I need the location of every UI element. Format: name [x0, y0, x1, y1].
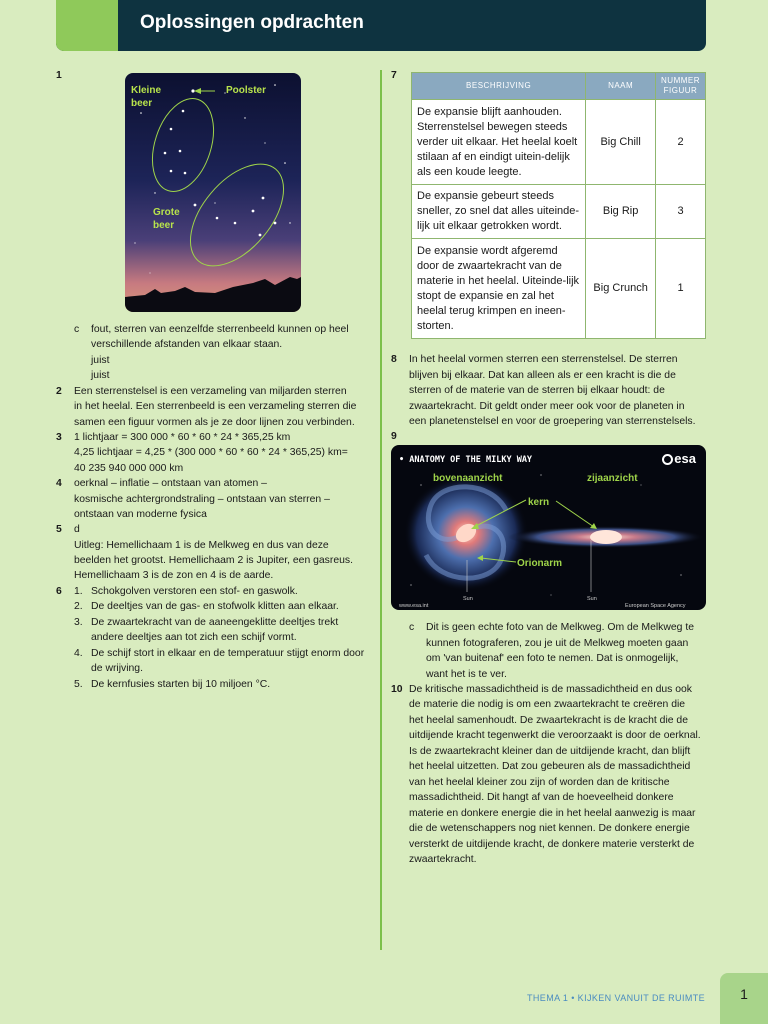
table-row: [412, 185, 706, 239]
table-cell: De expansie blijft aanhouden. Sterrenstelsel bewegen steeds verder uit elkaar. Het heelal koelt stilaan af en eindigt uitein-delijk als een koude leegte.: [412, 100, 586, 185]
question-number: 3: [56, 432, 62, 443]
label-grote-beer: Grote beer: [153, 207, 180, 231]
esa-logo: esa: [662, 451, 696, 466]
answer-text: om 'van buitenaf' een foto te nemen. Dat is onmogelijk,: [426, 653, 679, 664]
answer-text: zwaartekracht. Dit geldt onder meer ook voor de planeten in: [409, 401, 685, 412]
answer-text: Dit is geen echte foto van de Melkweg. Om de Melkweg te: [426, 622, 694, 633]
table-cell: 3: [656, 185, 706, 239]
question-number: 7: [391, 70, 397, 81]
table-cell: Big Chill: [586, 100, 656, 185]
answer-text: samen een figuur vormen als je ze door lijnen zou verbinden.: [74, 417, 355, 428]
question-number: 10: [391, 684, 403, 695]
answer-1c-label: c: [74, 324, 80, 335]
answer-text: het heelal uitzetten. Dat zou gebeuren als de massadichtheid: [409, 761, 691, 772]
answer-text: die de wetenschappers nog niet kennen. De donkere energie: [409, 823, 690, 834]
table-cell: De expansie gebeurt steeds sneller, zo snel dat alles uiteinde-lijk uit elkaar getrokken wordt.: [412, 185, 586, 239]
label-kleine-beer: Kleine beer: [131, 85, 162, 109]
answer-text: fout, sterren van eenzelfde sterrenbeeld kunnen op heel: [91, 324, 349, 335]
answer-text: Uitleg: Hemellichaam 1 is de Melkweg en dus van deze: [74, 540, 329, 551]
answer-text: verschillende afstanden van elkaar staan.: [91, 339, 283, 350]
table-header-row: [412, 73, 706, 100]
answer-text: juist: [91, 370, 110, 381]
question-number: 5: [56, 524, 62, 535]
list-item: andere deeltjes aan tot zich een schijf vormt.: [91, 632, 297, 643]
ending-scenarios-table: [411, 72, 706, 339]
answer-text: van het heelal kleiner zou zijn of worden dan de kritische: [409, 777, 670, 788]
answer-text: oerknal – inflatie – ontstaan van atomen –: [74, 478, 267, 489]
answer-text: juist: [91, 355, 110, 366]
answer-text: Hemellichaam 3 is de zon en 4 is de aarde.: [74, 570, 274, 581]
list-number: 1.: [74, 586, 83, 597]
answer-text: In het heelal vormen sterren een sterrenstelsel. De sterren: [409, 354, 678, 365]
question-number: 1: [56, 70, 62, 81]
answer-text: zwaartekracht.: [409, 854, 477, 865]
list-number: 3.: [74, 617, 83, 628]
list-number: 4.: [74, 648, 83, 659]
image-credit-agency: European Space Agency: [625, 603, 686, 609]
answer-text: het heelal samenhoudt. De zwaartekracht is de kracht die de: [409, 715, 688, 726]
header-accent-tab: [56, 0, 118, 51]
column-header: BESCHRIJVING: [412, 73, 586, 100]
answer-text: uitdijende kracht tegenwerkt die veroorzaakt is door de oerknal.: [409, 730, 701, 741]
answer-text: Een sterrenstelsel is een verzameling van miljarden sterren: [74, 386, 347, 397]
answer-text: Is de zwaartekracht kleiner dan de uitdijende kracht, dan blijft: [409, 746, 691, 757]
answer-text: massadichtheid. Dit hangt af van de hoeveelheid donkere: [409, 792, 674, 803]
answer-text: een planetenstelsel en voor de groepering van sterrenstelsels.: [409, 416, 696, 427]
label-top-view: bovenaanzicht: [433, 473, 503, 484]
answer-text: in het heelal. Een sterrenbeeld is een verzameling sterren die: [74, 401, 357, 412]
table-cell: 1: [656, 239, 706, 339]
table-cell: Big Crunch: [586, 239, 656, 339]
list-item: De zwaartekracht van de aaneengeklitte deeltjes trekt: [91, 617, 339, 628]
answer-text: kosmische achtergrondstraling – ontstaan van sterren –: [74, 494, 330, 505]
question-number: 8: [391, 354, 397, 365]
label-sun: Sun: [463, 596, 473, 602]
list-number: 2.: [74, 601, 83, 612]
list-item: De kernfusies starten bij 10 miljoen °C.: [91, 679, 271, 690]
page-header: [56, 0, 706, 51]
list-item: De schijf stort in elkaar en de temperatuur stijgt enorm door: [91, 648, 365, 659]
label-poolster: Poolster: [226, 85, 267, 96]
table-cell: 2: [656, 100, 706, 185]
answer-text: kunnen fotograferen, zou je uit de Melkweg moeten gaan: [426, 638, 689, 649]
answer-text: ontstaan van moderne fysica: [74, 509, 207, 520]
table-cell: Big Rip: [586, 185, 656, 239]
answer-text: beelden het grootst. Hemellichaam 2 is Jupiter, een gasreus.: [74, 555, 353, 566]
page-number: 1: [740, 986, 748, 1002]
label-orion-arm: Orionarm: [517, 558, 563, 569]
column-header: NAAM: [586, 73, 656, 100]
answer-text: materie en donkere energie die in het heelal aanwezig is maar: [409, 808, 696, 819]
answer-text: want het is te ver.: [426, 669, 507, 680]
answer-text: blijven bij elkaar. Dat kan alleen als er een kracht is die de: [409, 370, 676, 381]
milky-way-image: [391, 445, 706, 610]
question-number: 4: [56, 478, 62, 489]
column-divider: [380, 70, 382, 950]
list-item: De deeltjes van de gas- en stofwolk klitten aan elkaar.: [91, 601, 339, 612]
answer-text: versterkt de uitdijende kracht, de donkere materie versterkt de: [409, 839, 695, 850]
label-side-view: zijaanzicht: [587, 473, 638, 484]
table-row: [412, 100, 706, 185]
column-header: NUMMER FIGUUR: [656, 73, 706, 100]
list-item: de wrijving.: [91, 663, 143, 674]
list-number: 5.: [74, 679, 83, 690]
image-credit-url: www.esa.int: [399, 603, 429, 609]
image-title: • ANATOMY OF THE MILKY WAY: [399, 455, 533, 465]
question-number: 6: [56, 586, 62, 597]
label-sun: Sun: [587, 596, 597, 602]
page-title: Oplossingen opdrachten: [140, 12, 364, 33]
table-row: [412, 239, 706, 339]
answer-text: d: [74, 524, 80, 535]
answer-text: 40 235 940 000 000 km: [74, 463, 184, 474]
answer-text: 1 lichtjaar = 300 000 * 60 * 60 * 24 * 365,25 km: [74, 432, 291, 443]
question-number: 9: [391, 431, 397, 442]
table-cell: De expansie wordt afgeremd door de zwaartekracht van de materie in het heelal. Uiteinde-lijk stopt de expansie en zal het heelal terug krimpen en ineen-storten.: [412, 239, 586, 339]
page-number-tab: [720, 973, 768, 1024]
answer-text: sterren of de materie van de sterren bij elkaar houdt: de: [409, 385, 665, 396]
milky-way-illustration: [391, 445, 706, 610]
answer-text: De kritische massadichtheid is de massadichtheid en dus ook: [409, 684, 693, 695]
constellation-image: [125, 73, 301, 312]
question-number: 2: [56, 386, 62, 397]
answer-9c-label: c: [409, 622, 415, 633]
esa-logo-icon: [662, 454, 673, 465]
answer-text: de materie die nodig is om een zwaartekracht te creëren die: [409, 699, 686, 710]
answer-text: 4,25 lichtjaar = 4,25 * (300 000 * 60 * 60 * 24 * 365,25) km=: [74, 447, 348, 458]
list-item: Schokgolven verstoren een stof- en gaswolk.: [91, 586, 298, 597]
footer-theme: THEMA 1 • KIJKEN VANUIT DE RUIMTE: [527, 993, 706, 1003]
label-core: kern: [528, 497, 550, 508]
